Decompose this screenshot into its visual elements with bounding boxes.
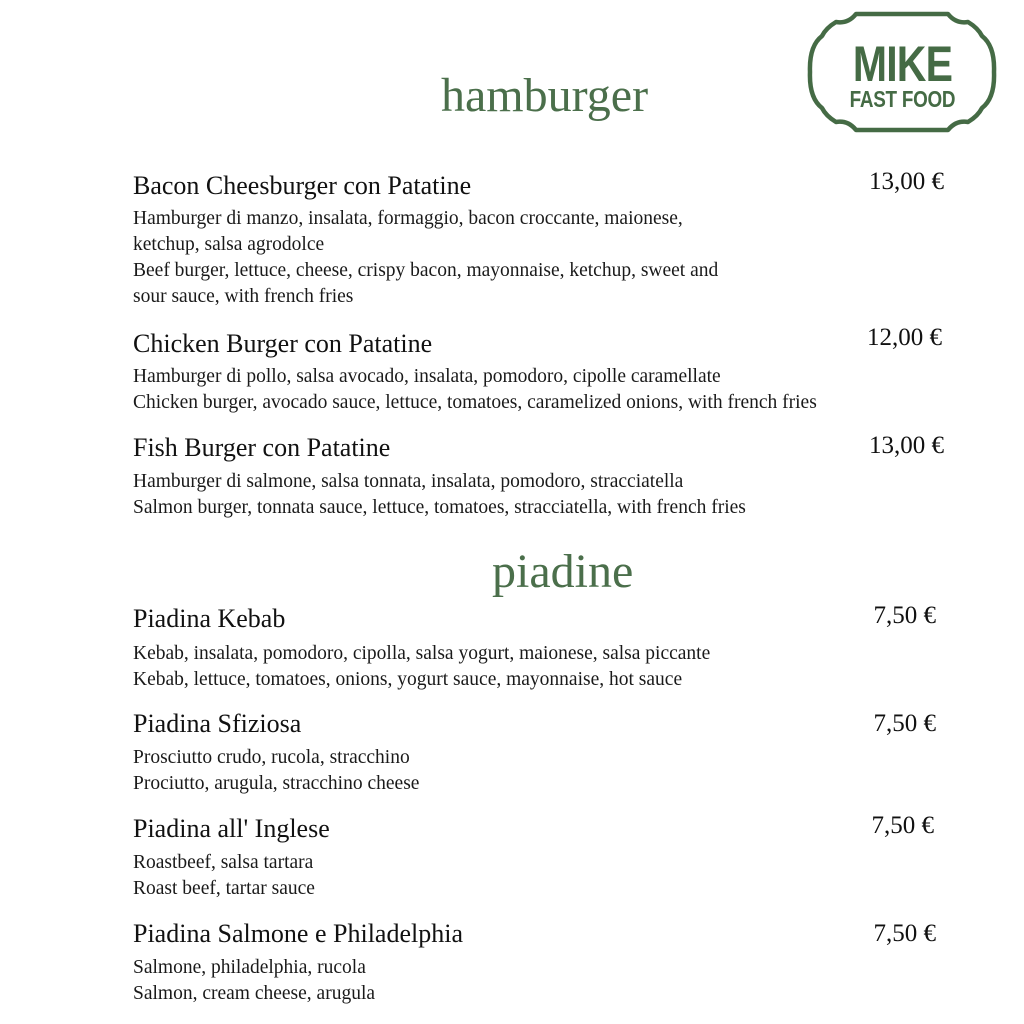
description-line: Hamburger di pollo, salsa avocado, insalata, pomodoro, cipolle caramellate [133, 366, 721, 387]
description-line: Hamburger di salmone, salsa tonnata, insalata, pomodoro, stracciatella [133, 471, 684, 492]
item-description-fish-burger [133, 469, 746, 521]
item-name-chicken-burger: Chicken Burger con Patatine [133, 329, 433, 358]
item-name-piadina-all-inglese: Piadina all' Inglese [133, 814, 330, 843]
description-line: Salmone, philadelphia, rucola [133, 957, 366, 978]
item-price-piadina-kebab: 7,50 € [873, 602, 936, 629]
description-line: Kebab, insalata, pomodoro, cipolla, salsa yogurt, maionese, salsa piccante [133, 643, 711, 664]
description-line: Prociutto, arugula, stracchino cheese [133, 773, 420, 794]
description-line: Beef burger, lettuce, cheese, crispy bacon, mayonnaise, ketchup, sweet and [133, 260, 719, 281]
item-description-piadina-all-inglese [133, 850, 315, 902]
item-name-piadina-salmone-philadelphia: Piadina Salmone e Philadelphia [133, 919, 463, 948]
item-name-bacon-cheeseburger: Bacon Cheesburger con Patatine [133, 171, 472, 200]
item-price-piadina-sfiziosa: 7,50 € [873, 710, 936, 737]
description-line: Prosciutto crudo, rucola, stracchino [133, 747, 410, 768]
description-line: Salmon, cream cheese, arugula [133, 983, 376, 1004]
item-name-piadina-sfiziosa: Piadina Sfiziosa [133, 709, 302, 738]
item-price-piadina-salmone-philadelphia: 7,50 € [873, 920, 936, 947]
description-line: ketchup, salsa agrodolce [133, 234, 325, 255]
item-price-chicken-burger: 12,00 € [867, 324, 942, 351]
section-title-piadine: piadine [492, 545, 634, 598]
item-price-fish-burger: 13,00 € [869, 432, 944, 459]
item-description-piadina-sfiziosa [133, 745, 419, 797]
item-name-piadina-kebab: Piadina Kebab [133, 604, 286, 633]
item-description-piadina-salmone-philadelphia [133, 955, 375, 1007]
description-line: Hamburger di manzo, insalata, formaggio, bacon croccante, maionese, [133, 208, 683, 229]
description-line: Chicken burger, avocado sauce, lettuce, tomatoes, caramelized onions, with french fries [133, 392, 817, 413]
item-description-piadina-kebab [133, 641, 710, 693]
logo-name: MIKE [852, 36, 952, 92]
description-line: sour sauce, with french fries [133, 286, 354, 307]
item-description-bacon-cheeseburger [133, 206, 718, 310]
section-title-hamburger: hamburger [441, 69, 649, 122]
item-price-piadina-all-inglese: 7,50 € [871, 812, 934, 839]
description-line: Salmon burger, tonnata sauce, lettuce, tomatoes, stracciatella, with french fries [133, 497, 746, 518]
description-line: Roastbeef, salsa tartara [133, 852, 314, 873]
item-price-bacon-cheeseburger: 13,00 € [869, 168, 944, 195]
logo-subtitle: FAST FOOD [849, 86, 955, 112]
item-name-fish-burger: Fish Burger con Patatine [133, 433, 391, 462]
description-line: Kebab, lettuce, tomatoes, onions, yogurt sauce, mayonnaise, hot sauce [133, 669, 683, 690]
item-description-chicken-burger [133, 364, 817, 416]
description-line: Roast beef, tartar sauce [133, 878, 315, 899]
mike-fast-food-logo [806, 10, 998, 134]
